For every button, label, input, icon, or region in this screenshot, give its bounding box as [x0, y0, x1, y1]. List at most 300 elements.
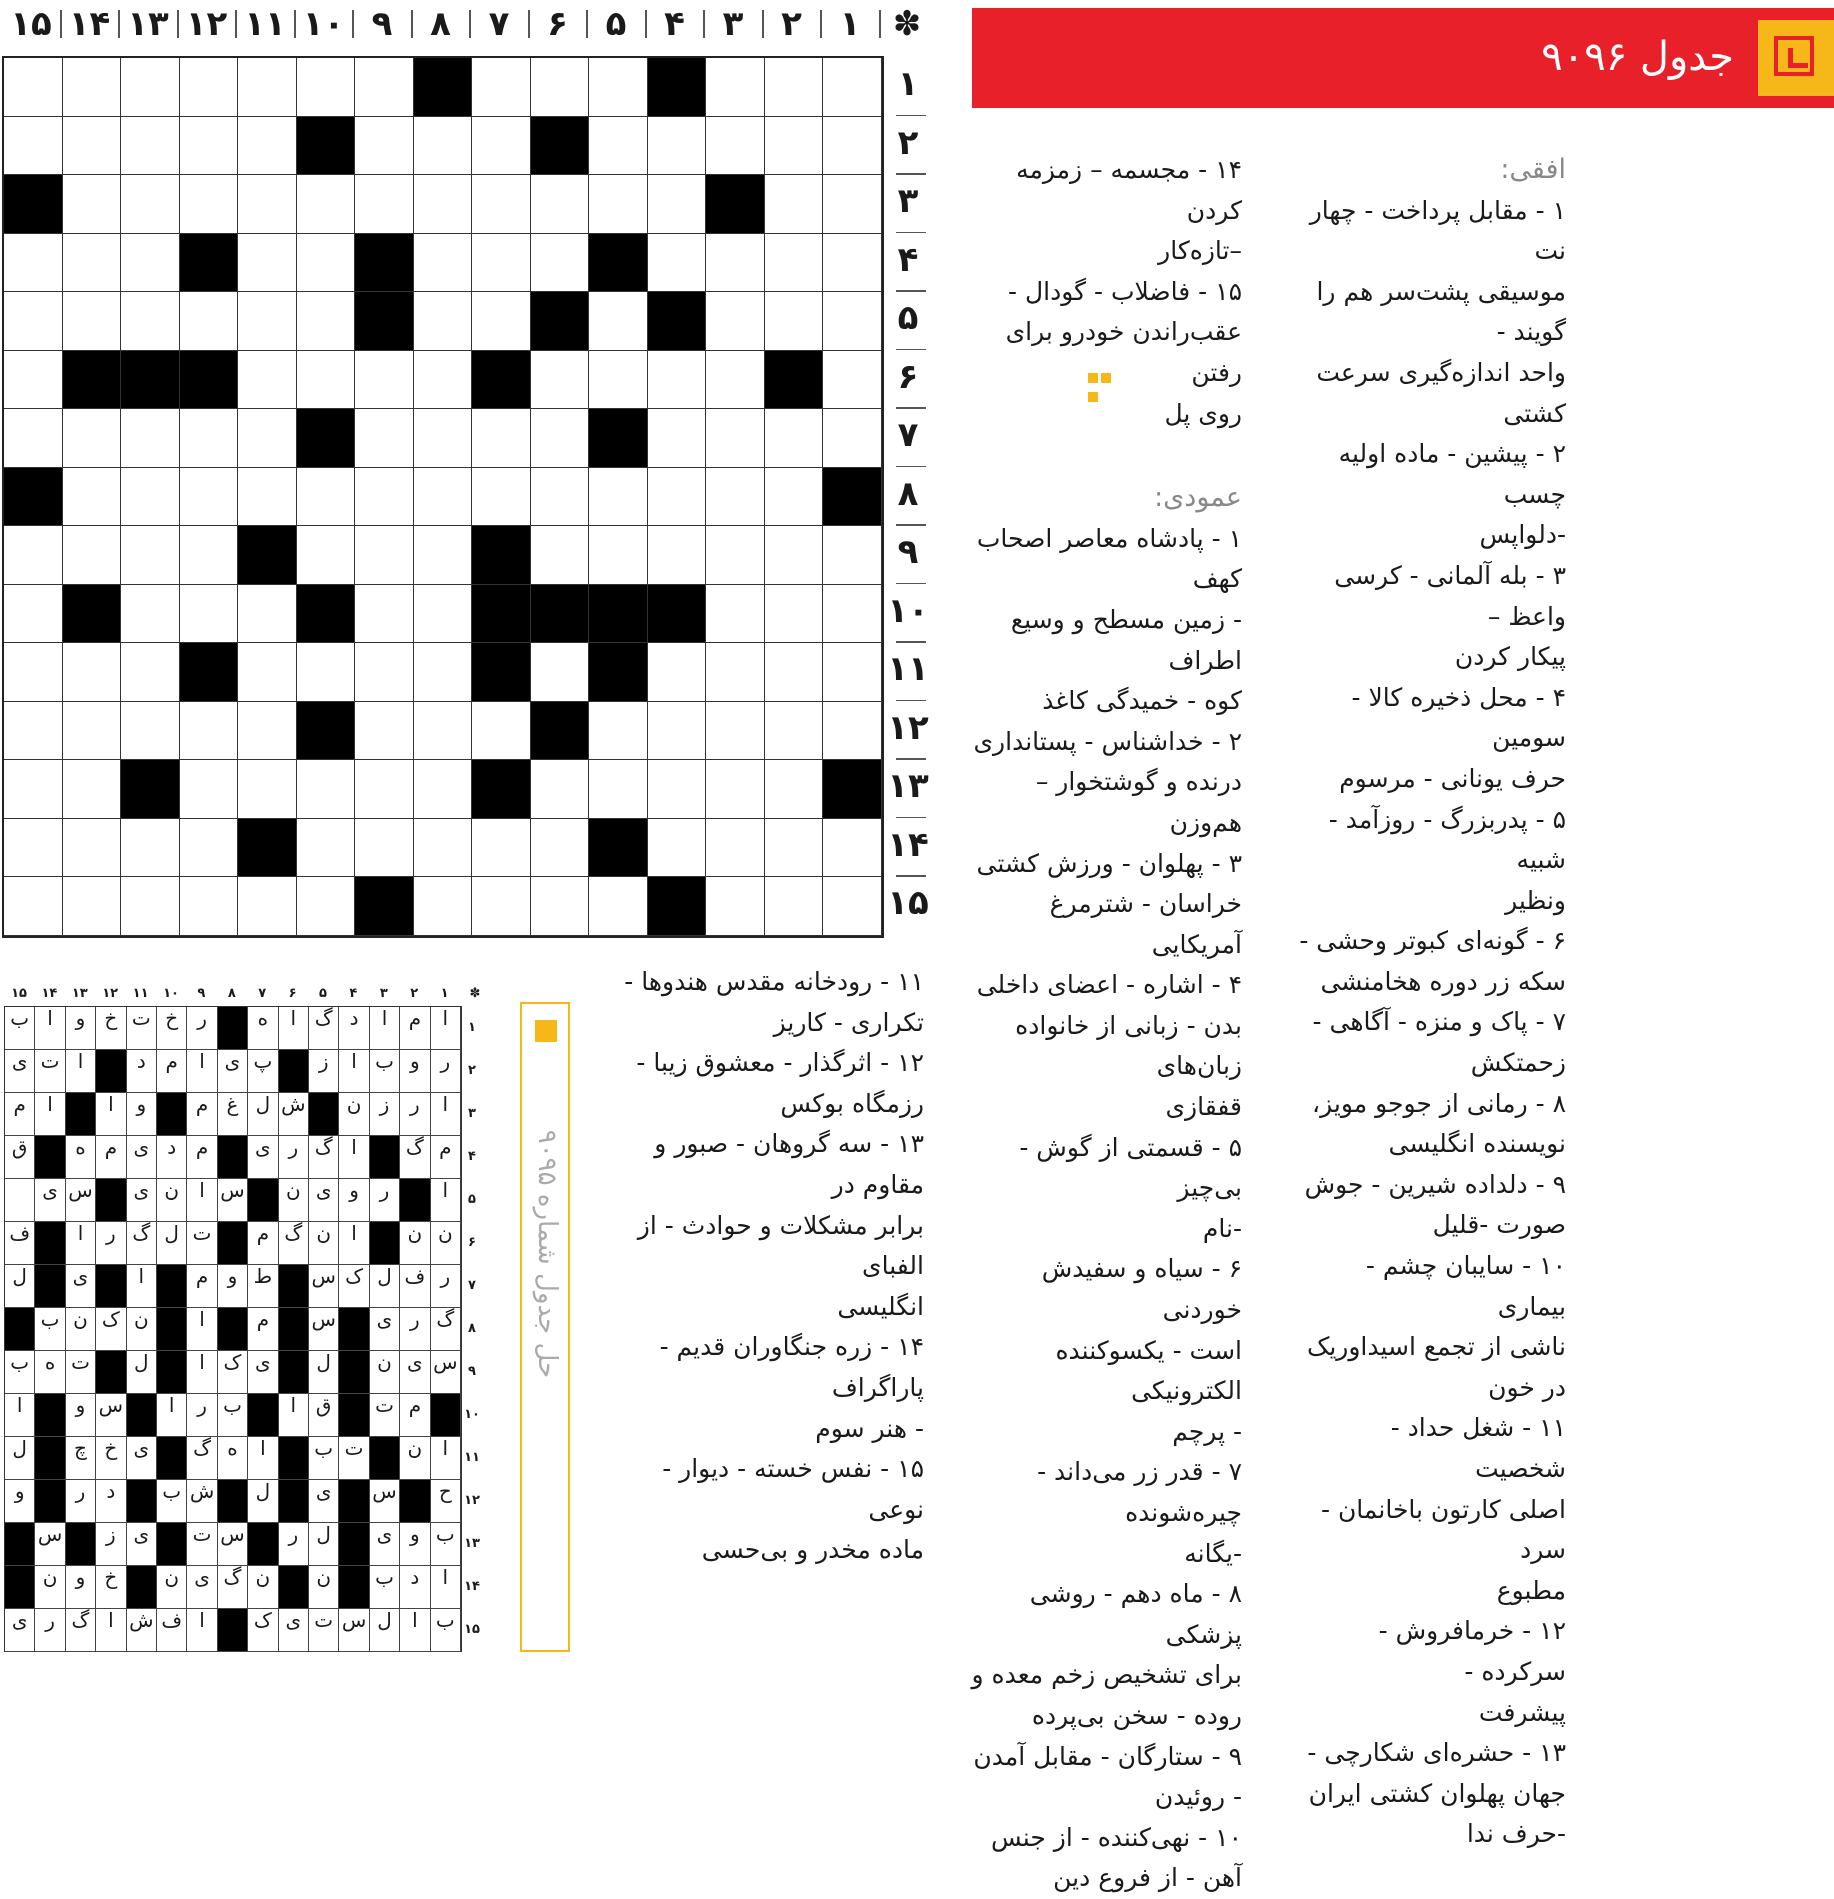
grid-cell[interactable] [472, 819, 531, 878]
column-number: ۷ [488, 4, 510, 44]
grid-cell[interactable] [4, 292, 63, 351]
grid-cell[interactable] [121, 292, 180, 351]
grid-cell[interactable] [180, 819, 239, 878]
grid-cell[interactable] [589, 292, 648, 351]
grid-cell[interactable] [706, 468, 765, 527]
grid-cell[interactable] [63, 468, 122, 527]
grid-cell[interactable] [765, 468, 824, 527]
clue-line: کوه - خمیدگی کاغذ [1042, 686, 1242, 716]
grid-cell[interactable] [297, 526, 356, 585]
solution-cell: ا [127, 1265, 157, 1308]
grid-cell[interactable] [63, 117, 122, 176]
grid-cell[interactable] [531, 760, 590, 819]
solution-cell: گ [400, 1136, 430, 1179]
solution-column-number: ۲ [410, 986, 419, 1001]
clue-line: قفقازی [1165, 1092, 1242, 1122]
grid-cell[interactable] [238, 234, 297, 293]
clue-line: ۳ - پهلوان - ورزش کشتی [976, 848, 1242, 878]
grid-cell[interactable] [63, 643, 122, 702]
solution-row-number: ۵ [468, 1192, 476, 1207]
grid-cell[interactable] [355, 409, 414, 468]
solution-cell: ل [5, 1437, 35, 1480]
grid-cell[interactable] [706, 234, 765, 293]
grid-cell[interactable] [180, 292, 239, 351]
grid-cell[interactable] [414, 292, 473, 351]
grid-cell[interactable] [414, 819, 473, 878]
solution-cell: ی [309, 1179, 339, 1222]
grid-cell[interactable] [472, 234, 531, 293]
clue-line: روده - سخن بی‌پرده [1031, 1700, 1242, 1730]
solution-cell: گ [218, 1566, 248, 1609]
solution-column-numbers [4, 986, 484, 1002]
grid-cell[interactable] [355, 760, 414, 819]
solution-cell: م [248, 1308, 278, 1351]
clue-line: بدن - زبانی از خانواده زبان‌های [1015, 1010, 1242, 1081]
solution-cell: م [400, 1394, 430, 1437]
grid-cell[interactable] [414, 117, 473, 176]
grid-cell[interactable] [180, 468, 239, 527]
grid-cell[interactable] [4, 234, 63, 293]
solution-cell: س [218, 1523, 248, 1566]
solution-black-square [96, 1351, 126, 1394]
solution-cell: ک [218, 1351, 248, 1394]
grid-cell[interactable] [63, 819, 122, 878]
grid-cell[interactable] [706, 292, 765, 351]
column-divider [411, 10, 413, 38]
grid-cell[interactable] [531, 409, 590, 468]
grid-cell[interactable] [823, 877, 882, 936]
grid-cell[interactable] [823, 526, 882, 585]
solution-column-number: ۱۲ [102, 986, 119, 1001]
solution-cell: ا [279, 1394, 309, 1437]
grid-cell[interactable] [121, 819, 180, 878]
grid-cell[interactable] [648, 526, 707, 585]
grid-cell[interactable] [238, 409, 297, 468]
grid-cell[interactable] [121, 58, 180, 117]
solution-cell: س [339, 1609, 369, 1652]
grid-cell[interactable] [4, 58, 63, 117]
grid-cell[interactable] [121, 643, 180, 702]
grid-cell[interactable] [4, 702, 63, 761]
solution-cell: د [127, 1050, 157, 1093]
grid-cell[interactable] [589, 117, 648, 176]
solution-cell: ب [35, 1308, 65, 1351]
grid-cell[interactable] [355, 819, 414, 878]
solution-cell: ن [370, 1351, 400, 1394]
grid-cell[interactable] [121, 526, 180, 585]
grid-cell[interactable] [4, 760, 63, 819]
grid-cell[interactable] [706, 702, 765, 761]
grid-cell[interactable] [121, 468, 180, 527]
solution-cell: ا [187, 1050, 217, 1093]
grid-cell[interactable] [472, 292, 531, 351]
grid-cell[interactable] [472, 409, 531, 468]
grid-cell[interactable] [648, 234, 707, 293]
black-square [121, 351, 180, 410]
clue-line: ۵ - پدربزرگ - روزآمد - شبیه [1328, 804, 1566, 875]
clue-line: ۶ - گونه‌ای کبوتر وحشی - [1299, 926, 1566, 956]
grid-cell[interactable] [121, 409, 180, 468]
solution-cell: ا [66, 1222, 96, 1265]
solution-column-number: ۱۰ [163, 986, 179, 1001]
solution-cell: ا [339, 1136, 369, 1179]
grid-cell[interactable] [706, 877, 765, 936]
grid-cell[interactable] [823, 585, 882, 644]
solution-cell: ا [96, 1093, 126, 1136]
black-square [472, 526, 531, 585]
grid-cell[interactable] [589, 760, 648, 819]
solution-column-number: ۹ [197, 986, 206, 1001]
solution-cell: س [96, 1394, 126, 1437]
solution-black-square [96, 1050, 126, 1093]
grid-cell[interactable] [355, 58, 414, 117]
grid-cell[interactable] [180, 117, 239, 176]
grid-cell[interactable] [765, 585, 824, 644]
solution-cell: ی [127, 1523, 157, 1566]
solution-cell: ت [66, 1351, 96, 1394]
column-divider [60, 10, 62, 38]
grid-cell[interactable] [355, 643, 414, 702]
solution-cell: پ [248, 1050, 278, 1093]
clue-line: پیکار کردن [1454, 642, 1566, 672]
grid-cell[interactable] [414, 468, 473, 527]
solution-black-square [157, 1351, 187, 1394]
grid-cell[interactable] [531, 468, 590, 527]
grid-cell[interactable] [355, 526, 414, 585]
grid-cell[interactable] [531, 58, 590, 117]
grid-cell[interactable] [238, 643, 297, 702]
grid-cell[interactable] [472, 702, 531, 761]
grid-cell[interactable] [238, 175, 297, 234]
solution-cell: ر [35, 1609, 65, 1652]
grid-cell[interactable] [531, 877, 590, 936]
solution-column-number: ۸ [227, 986, 236, 1001]
grid-cell[interactable] [414, 585, 473, 644]
solution-cell: ل [127, 1351, 157, 1394]
solution-black-square [157, 1308, 187, 1351]
solution-cell: ر [279, 1523, 309, 1566]
grid-cell[interactable] [180, 702, 239, 761]
grid-cell[interactable] [589, 58, 648, 117]
grid-cell[interactable] [355, 702, 414, 761]
grid-cell[interactable] [823, 58, 882, 117]
grid-cell[interactable] [414, 702, 473, 761]
grid-cell[interactable] [472, 58, 531, 117]
grid-cell[interactable] [4, 351, 63, 410]
clue-line: ۹ - دلداده شیرین - جوش [1304, 1169, 1566, 1199]
grid-cell[interactable] [414, 234, 473, 293]
grid-cell[interactable] [63, 175, 122, 234]
grid-cell[interactable] [706, 760, 765, 819]
grid-cell[interactable] [765, 58, 824, 117]
grid-cell[interactable] [355, 468, 414, 527]
solution-black-square [431, 1394, 461, 1437]
grid-cell[interactable] [531, 234, 590, 293]
grid-cell[interactable] [589, 351, 648, 410]
grid-cell[interactable] [706, 526, 765, 585]
grid-cell[interactable] [823, 117, 882, 176]
grid-cell[interactable] [180, 585, 239, 644]
crossword-grid[interactable] [2, 56, 884, 938]
grid-cell[interactable] [121, 234, 180, 293]
grid-cell[interactable] [589, 526, 648, 585]
grid-cell[interactable] [297, 234, 356, 293]
solution-cell: ی [248, 1351, 278, 1394]
grid-cell[interactable] [297, 292, 356, 351]
solution-grid [4, 1006, 462, 1652]
black-square [63, 351, 122, 410]
grid-cell[interactable] [589, 175, 648, 234]
grid-cell[interactable] [823, 819, 882, 878]
grid-cell[interactable] [531, 526, 590, 585]
clue-line: روی پل [1164, 398, 1242, 428]
grid-cell[interactable] [531, 819, 590, 878]
solution-black-square [400, 1480, 430, 1523]
black-square [648, 585, 707, 644]
grid-cell[interactable] [648, 117, 707, 176]
grid-cell[interactable] [63, 292, 122, 351]
black-square [531, 292, 590, 351]
grid-cell[interactable] [765, 292, 824, 351]
solution-cell: خ [96, 1007, 126, 1050]
solution-cell: ا [431, 1093, 461, 1136]
grid-cell[interactable] [472, 877, 531, 936]
grid-cell[interactable] [414, 526, 473, 585]
grid-cell[interactable] [414, 643, 473, 702]
grid-cell[interactable] [180, 526, 239, 585]
grid-cell[interactable] [706, 643, 765, 702]
solution-cell: ر [431, 1050, 461, 1093]
solution-cell: ت [187, 1222, 217, 1265]
row-divider [896, 290, 926, 292]
solution-black-square [218, 1222, 248, 1265]
grid-cell[interactable] [4, 526, 63, 585]
grid-cell[interactable] [765, 819, 824, 878]
solution-row-number: ۱۲ [464, 1493, 480, 1508]
grid-cell[interactable] [238, 702, 297, 761]
grid-cell[interactable] [648, 702, 707, 761]
grid-cell[interactable] [589, 877, 648, 936]
row-divider [896, 349, 926, 351]
grid-cell[interactable] [823, 409, 882, 468]
grid-cell[interactable] [238, 760, 297, 819]
grid-cell[interactable] [180, 409, 239, 468]
solution-black-square [35, 1437, 65, 1480]
grid-cell[interactable] [121, 877, 180, 936]
solution-cell: ب [370, 1566, 400, 1609]
grid-cell[interactable] [823, 234, 882, 293]
grid-cell[interactable] [648, 643, 707, 702]
grid-cell[interactable] [765, 702, 824, 761]
grid-cell[interactable] [355, 117, 414, 176]
grid-cell[interactable] [765, 643, 824, 702]
grid-cell[interactable] [648, 468, 707, 527]
solution-black-square [35, 1222, 65, 1265]
grid-cell[interactable] [414, 760, 473, 819]
solution-cell: ا [400, 1609, 430, 1652]
grid-cell[interactable] [180, 877, 239, 936]
column-number: ۴ [664, 4, 685, 44]
grid-cell[interactable] [648, 409, 707, 468]
solution-cell: ب [5, 1007, 35, 1050]
grid-cell[interactable] [765, 877, 824, 936]
grid-cell[interactable] [238, 585, 297, 644]
grid-cell[interactable] [531, 643, 590, 702]
solution-cell: ی [66, 1265, 96, 1308]
solution-cell: ل [370, 1265, 400, 1308]
grid-cell[interactable] [297, 468, 356, 527]
row-divider [896, 115, 926, 117]
grid-cell[interactable] [63, 877, 122, 936]
grid-cell[interactable] [765, 175, 824, 234]
grid-cell[interactable] [472, 175, 531, 234]
grid-cell[interactable] [765, 117, 824, 176]
grid-cell[interactable] [648, 819, 707, 878]
column-number: ۸ [430, 4, 451, 44]
grid-cell[interactable] [63, 760, 122, 819]
grid-cell[interactable] [297, 643, 356, 702]
middle-clues [970, 150, 1242, 1899]
grid-cell[interactable] [238, 292, 297, 351]
solution-row-number: ۱۱ [464, 1450, 480, 1465]
grid-cell[interactable] [4, 117, 63, 176]
grid-cell[interactable] [355, 351, 414, 410]
solution-cell: ه [35, 1351, 65, 1394]
grid-cell[interactable] [414, 351, 473, 410]
solution-cell: گ [66, 1609, 96, 1652]
grid-cell[interactable] [4, 643, 63, 702]
grid-cell[interactable] [823, 702, 882, 761]
solution-black-square [218, 1609, 248, 1652]
grid-cell[interactable] [823, 292, 882, 351]
grid-cell[interactable] [414, 175, 473, 234]
grid-cell[interactable] [706, 585, 765, 644]
grid-cell[interactable] [472, 117, 531, 176]
solution-cell: ل [309, 1523, 339, 1566]
grid-cell[interactable] [63, 526, 122, 585]
grid-cell[interactable] [238, 117, 297, 176]
grid-cell[interactable] [706, 117, 765, 176]
black-square [297, 702, 356, 761]
grid-cell[interactable] [4, 819, 63, 878]
solution-black-square [309, 1093, 339, 1136]
black-square [823, 468, 882, 527]
grid-cell[interactable] [823, 351, 882, 410]
grid-cell[interactable] [589, 702, 648, 761]
grid-cell[interactable] [63, 409, 122, 468]
grid-cell[interactable] [297, 760, 356, 819]
column-number: ۱۲ [185, 4, 228, 44]
grid-cell[interactable] [4, 585, 63, 644]
clue-line: صورت -قلیل [1432, 1210, 1566, 1240]
black-square [180, 351, 239, 410]
grid-cell[interactable] [180, 58, 239, 117]
grid-cell[interactable] [238, 468, 297, 527]
grid-cell[interactable] [297, 58, 356, 117]
grid-cell[interactable] [765, 760, 824, 819]
grid-cell[interactable] [765, 526, 824, 585]
column-divider [177, 10, 179, 38]
black-square [297, 585, 356, 644]
solution-row-number: ۷ [468, 1278, 476, 1293]
clue-line: ۴ - اشاره - اعضای داخلی [976, 970, 1242, 1000]
column-number: ۳ [722, 4, 744, 44]
grid-cell[interactable] [4, 877, 63, 936]
solution-cell: ا [431, 1566, 461, 1609]
grid-cell[interactable] [121, 175, 180, 234]
grid-cell[interactable] [297, 819, 356, 878]
grid-cell[interactable] [531, 175, 590, 234]
black-square [589, 234, 648, 293]
solution-cell: ن [309, 1222, 339, 1265]
grid-cell[interactable] [63, 58, 122, 117]
grid-cell[interactable] [706, 409, 765, 468]
grid-cell[interactable] [706, 819, 765, 878]
grid-cell[interactable] [823, 643, 882, 702]
solution-black-square [218, 1007, 248, 1050]
solution-black-square [218, 1136, 248, 1179]
grid-cell[interactable] [706, 351, 765, 410]
grid-cell[interactable] [4, 409, 63, 468]
grid-cell[interactable] [297, 877, 356, 936]
solution-black-square [279, 1437, 309, 1480]
column-divider [879, 10, 881, 38]
grid-cell[interactable] [472, 468, 531, 527]
grid-cell[interactable] [297, 175, 356, 234]
grid-cell[interactable] [180, 175, 239, 234]
grid-cell[interactable] [180, 760, 239, 819]
grid-cell[interactable] [414, 877, 473, 936]
column-divider [820, 10, 822, 38]
grid-cell[interactable] [63, 234, 122, 293]
grid-cell[interactable] [648, 175, 707, 234]
grid-cell[interactable] [238, 351, 297, 410]
solution-cell: ر [96, 1222, 126, 1265]
grid-cell[interactable] [355, 585, 414, 644]
row-number: ۱۱ [887, 649, 929, 689]
grid-cell[interactable] [121, 702, 180, 761]
solution-cell: م [157, 1050, 187, 1093]
row-number: ۱۳ [887, 766, 929, 806]
solution-black-square [400, 1179, 430, 1222]
solution-cell: ی [127, 1136, 157, 1179]
clue-line: ۱۵ - نفس خسته - دیوار - نوعی [662, 1454, 924, 1524]
grid-cell[interactable] [648, 351, 707, 410]
grid-cell[interactable] [765, 234, 824, 293]
grid-cell[interactable] [355, 175, 414, 234]
black-square [238, 819, 297, 878]
black-square [531, 117, 590, 176]
grid-cell[interactable] [706, 58, 765, 117]
grid-cell[interactable] [589, 468, 648, 527]
grid-cell[interactable] [823, 175, 882, 234]
grid-cell[interactable] [765, 409, 824, 468]
grid-cell[interactable] [238, 58, 297, 117]
grid-cell[interactable] [63, 702, 122, 761]
grid-cell[interactable] [297, 351, 356, 410]
column-number: ۵ [605, 4, 627, 44]
solution-cell: ت [127, 1007, 157, 1050]
grid-cell[interactable] [238, 877, 297, 936]
grid-cell[interactable] [648, 760, 707, 819]
solution-cell: ل [309, 1351, 339, 1394]
solution-cell: گ [127, 1222, 157, 1265]
grid-cell[interactable] [121, 117, 180, 176]
solution-black-square [339, 1566, 369, 1609]
grid-cell[interactable] [531, 351, 590, 410]
grid-cell[interactable] [121, 585, 180, 644]
grid-cell[interactable] [414, 409, 473, 468]
